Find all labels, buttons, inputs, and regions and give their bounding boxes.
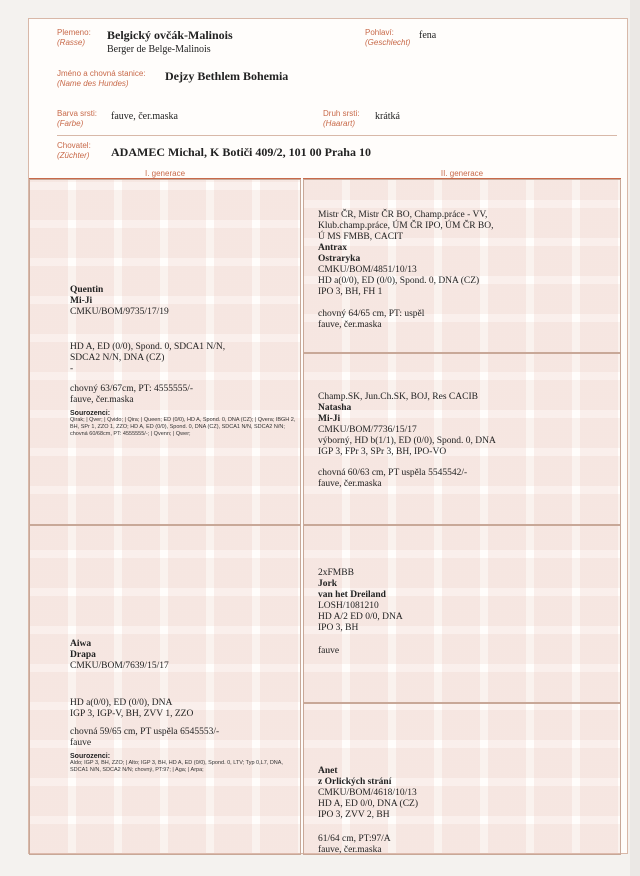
- gen1-dam-name: Aiwa: [70, 639, 92, 649]
- gen1-dam-text: [70, 639, 296, 672]
- name-label-cz: Jméno a chovná stanice:: [57, 69, 146, 78]
- sex-label: [365, 28, 410, 48]
- gen1-sire-cell: [29, 179, 301, 525]
- header-divider: [57, 135, 617, 136]
- gen2-2-reg: CMKU/BOM/7736/15/17: [318, 425, 417, 435]
- gen2-3-reg: LOSH/1081210: [318, 601, 379, 611]
- breeder-label: [57, 141, 91, 161]
- name-label: [57, 69, 146, 89]
- breed-label-de: (Rasse): [57, 38, 86, 47]
- gen2-4-breeding: 61/64 cm, PT:97/A fauve, čer.maska: [318, 834, 391, 855]
- dog-name: Dejzy Bethlem Bohemia: [165, 69, 289, 83]
- gen2-4-reg: CMKU/BOM/4618/10/13: [318, 788, 417, 798]
- coat-label-de: (Haarart): [323, 119, 356, 128]
- gen2-cell-2: [303, 353, 621, 525]
- gen2-4-text: [318, 766, 618, 799]
- gen2-3-text: [318, 579, 618, 612]
- breed-name-fr: Berger de Belge-Malinois: [107, 44, 211, 55]
- gen1-dam-reg: CMKU/BOM/7639/15/17: [70, 661, 169, 671]
- gen1-dam-cell: [29, 525, 301, 855]
- gen2-2-titles: Champ.SK, Jun.Ch.SK, BOJ, Res CACIB: [318, 392, 478, 402]
- gen1-dam-breeding: chovná 59/65 cm, PT uspěla 6545553/- fauve: [70, 727, 220, 748]
- gen1-sire-health: HD A, ED (0/0), Spond. 0, SDCA1 N/N, SDCA2 N/N, DNA (CZ) -: [70, 342, 226, 374]
- gen1-dam-siblings-head: Sourozenci:: [70, 753, 111, 760]
- generation-2-header: II. generace: [303, 169, 621, 179]
- pedigree-sheet: [28, 18, 628, 854]
- gen1-sire-reg: CMKU/BOM/9735/17/19: [70, 307, 169, 317]
- gen2-cell-3: [303, 525, 621, 703]
- sex-label-de: (Geschlecht): [365, 38, 411, 47]
- gen2-1-titles: Mistr ČR, Mistr ČR BO, Champ.práce - VV, Klub.champ.práce, ÚM ČR IPO, ÚM ČR BO, Ú MS FMBB, CACIT: [318, 210, 494, 242]
- gen2-1-breeding: chovný 64/65 cm, PT: uspěl fauve, čer.maska: [318, 309, 425, 330]
- breed-label: [57, 28, 91, 48]
- gen2-2-breeding: chovná 60/63 cm, PT uspěla 5545542/- fauve, čer.maska: [318, 468, 468, 489]
- gen1-sire-siblings: Qirak; | Qver; | Qvido; | Qira; | Queen; ED (0/0), HD A, Spond. 0, DNA (CZ); | Qvera; IBGH 2, BH, SPr 1, ZZO 1, ZZO; HD A, ED (0/0), Spond. 0, DNA (CZ), SDCA1 N/N, SDCA2 N/N; chovná 60/68cm, PT: 4555555/-; | Qvenn; | Qwer;: [70, 417, 296, 437]
- gen2-4-name: Anet: [318, 766, 338, 776]
- coat-label-cz: Druh srsti:: [323, 109, 360, 118]
- coat-label: [323, 109, 359, 129]
- breeder-label-cz: Chovatel:: [57, 141, 91, 150]
- breed-label-cz: Plemeno:: [57, 28, 91, 37]
- gen2-2-name: Natasha: [318, 403, 352, 413]
- breeder-value: ADAMEC Michal, K Botiči 409/2, 101 00 Praha 10: [111, 145, 371, 159]
- gen2-3-breeding: fauve: [318, 646, 340, 656]
- gen2-3-titles: 2xFMBB: [318, 568, 354, 578]
- gen1-dam-siblings: Aldo; IGP 3, BH, ZZO; | Alto; IGP 3, BH, HD A, ED (0/0), Spond. 0, LTV; Typ 0,L7, DNA, SDCA1 N/N, SDCA2 N/N; chovný, PT:97; | Aga; | Arpa;: [70, 760, 283, 773]
- gen2-3-health: HD A/2 ED 0/0, DNA IPO 3, BH: [318, 612, 403, 633]
- sex-label-cz: Pohlaví:: [365, 28, 394, 37]
- gen2-3-name: Jork: [318, 579, 337, 589]
- gen2-cell-4: [303, 703, 621, 855]
- gen2-4-kennel: z Orlických strání: [318, 777, 392, 787]
- gen1-sire-name: Quentin: [70, 285, 104, 295]
- color-label-cz: Barva srsti:: [57, 109, 98, 118]
- gen1-sire-siblings-head: Sourozenci:: [70, 410, 111, 417]
- name-label-de: (Name des Hundes): [57, 79, 129, 88]
- page-edge: [630, 0, 640, 876]
- breed-name: Belgický ovčák-Malinois: [107, 28, 233, 42]
- gen1-sire-kennel: Mi-Ji: [70, 296, 93, 306]
- coat-value: krátká: [375, 111, 400, 122]
- gen2-2-health: výborný, HD b(1/1), ED (0/0), Spond. 0, DNA IGP 3, FPr 3, SPr 3, BH, IPO-VO: [318, 436, 496, 457]
- gen1-dam-kennel: Drapa: [70, 650, 96, 660]
- gen2-2-kennel: Mi-Ji: [318, 414, 341, 424]
- gen1-dam-health: HD a(0/0), ED (0/0), DNA IGP 3, IGP-V, BH, ZVV 1, ZZO: [70, 698, 194, 719]
- gen2-1-kennel: Ostraryka: [318, 254, 361, 264]
- gen2-4-health: HD A, ED 0/0, DNA (CZ) IPO 3, ZVV 2, BH: [318, 799, 419, 820]
- breeder-label-de: (Züchter): [57, 151, 90, 160]
- gen2-1-health: HD a(0/0), ED (0/0), Spond. 0, DNA (CZ) IPO 3, BH, FH 1: [318, 276, 480, 297]
- gen2-1-reg: CMKU/BOM/4851/10/13: [318, 265, 417, 275]
- gen2-1-text: [318, 243, 618, 276]
- gen2-3-kennel: van het Dreiland: [318, 590, 386, 600]
- gen1-sire-breeding: chovný 63/67cm, PT: 4555555/- fauve, čer.maska: [70, 384, 194, 405]
- sex-value: fena: [419, 30, 437, 41]
- gen2-2-text: [318, 403, 618, 436]
- gen1-sire-text: [70, 285, 296, 318]
- color-label-de: (Farbe): [57, 119, 84, 128]
- color-value: fauve, čer.maska: [111, 111, 178, 122]
- color-label: [57, 109, 97, 129]
- gen2-1-name: Antrax: [318, 243, 348, 253]
- generation-1-header: I. generace: [29, 169, 301, 179]
- gen2-cell-1: [303, 179, 621, 353]
